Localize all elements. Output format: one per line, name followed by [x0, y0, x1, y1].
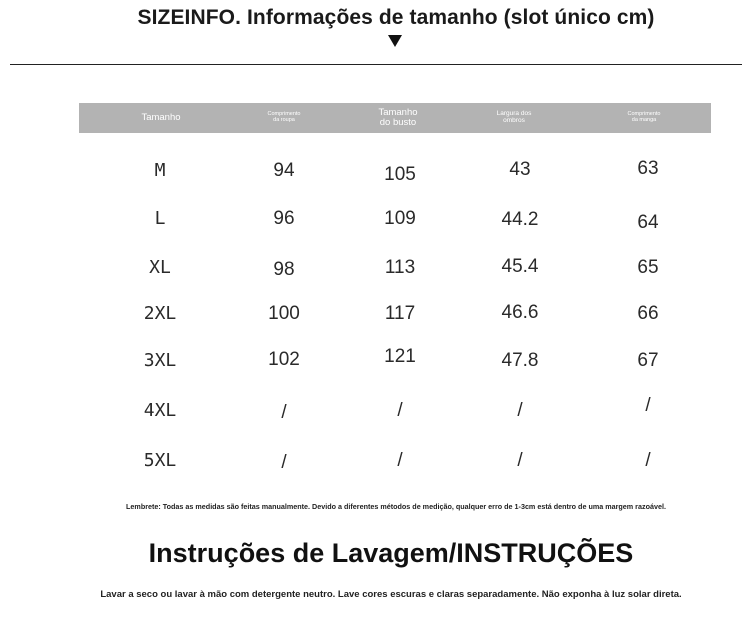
- cell-sleeve: 63: [637, 158, 659, 179]
- header-bust: Tamanho do busto: [378, 107, 418, 128]
- cell-sleeve: 67: [637, 350, 659, 371]
- cell-bust: 105: [384, 164, 416, 185]
- cell-garment-length: /: [281, 452, 287, 473]
- cell-garment-length: 102: [268, 349, 300, 370]
- cell-garment-length: 98: [273, 259, 295, 280]
- size-table-header: [79, 103, 711, 133]
- measurement-note: Lembrete: Todas as medidas são feitas manualmente. Devido a diferentes métodos de medição, qualquer erro de 1-3cm está dentro de uma margem razoável.: [126, 502, 666, 511]
- cell-shoulder: 43: [509, 159, 531, 180]
- cell-bust: 113: [384, 257, 416, 278]
- cell-size: 3XL: [143, 350, 177, 371]
- cell-garment-length: 96: [273, 208, 295, 229]
- cell-shoulder: 45.4: [501, 256, 539, 277]
- header-sleeve-length: Comprimento da manga: [627, 111, 661, 123]
- page-title: SIZEINFO. Informações de tamanho (slot único cm): [137, 6, 655, 29]
- cell-garment-length: 94: [273, 160, 295, 181]
- cell-bust: 121: [384, 346, 416, 367]
- cell-shoulder: 46.6: [501, 302, 539, 323]
- cell-garment-length: /: [281, 402, 287, 423]
- cell-size: XL: [149, 257, 171, 278]
- cell-sleeve: 64: [637, 212, 659, 233]
- cell-sleeve: /: [645, 450, 651, 471]
- cell-bust: 117: [384, 303, 416, 324]
- cell-shoulder: 44.2: [501, 209, 539, 230]
- cell-bust: /: [397, 450, 403, 471]
- header-size: Tamanho: [141, 112, 181, 124]
- cell-size: M: [154, 160, 166, 181]
- arrow-down-icon: [388, 35, 402, 47]
- cell-size: 4XL: [143, 400, 177, 421]
- cell-shoulder: /: [517, 450, 523, 471]
- cell-bust: 109: [384, 208, 416, 229]
- cell-shoulder: 47.8: [501, 350, 539, 371]
- divider: [10, 64, 742, 65]
- header-garment-length: Comprimento da roupa: [267, 111, 301, 123]
- washing-title: Instruções de Lavagem/INSTRUÇÕES: [148, 538, 634, 568]
- washing-instructions: Lavar a seco ou lavar à mão com detergente neutro. Lave cores escuras e claras separadamente. Não exponha à luz solar direta.: [100, 589, 682, 600]
- cell-shoulder: /: [517, 400, 523, 421]
- cell-garment-length: 100: [268, 303, 300, 324]
- cell-sleeve: 66: [637, 303, 659, 324]
- cell-sleeve: 65: [637, 257, 659, 278]
- cell-size: 5XL: [143, 450, 177, 471]
- cell-bust: /: [397, 400, 403, 421]
- cell-sleeve: /: [645, 395, 651, 416]
- header-shoulder-width: Largura dos ombros: [496, 110, 532, 124]
- cell-size: 2XL: [143, 303, 177, 324]
- cell-size: L: [154, 208, 166, 229]
